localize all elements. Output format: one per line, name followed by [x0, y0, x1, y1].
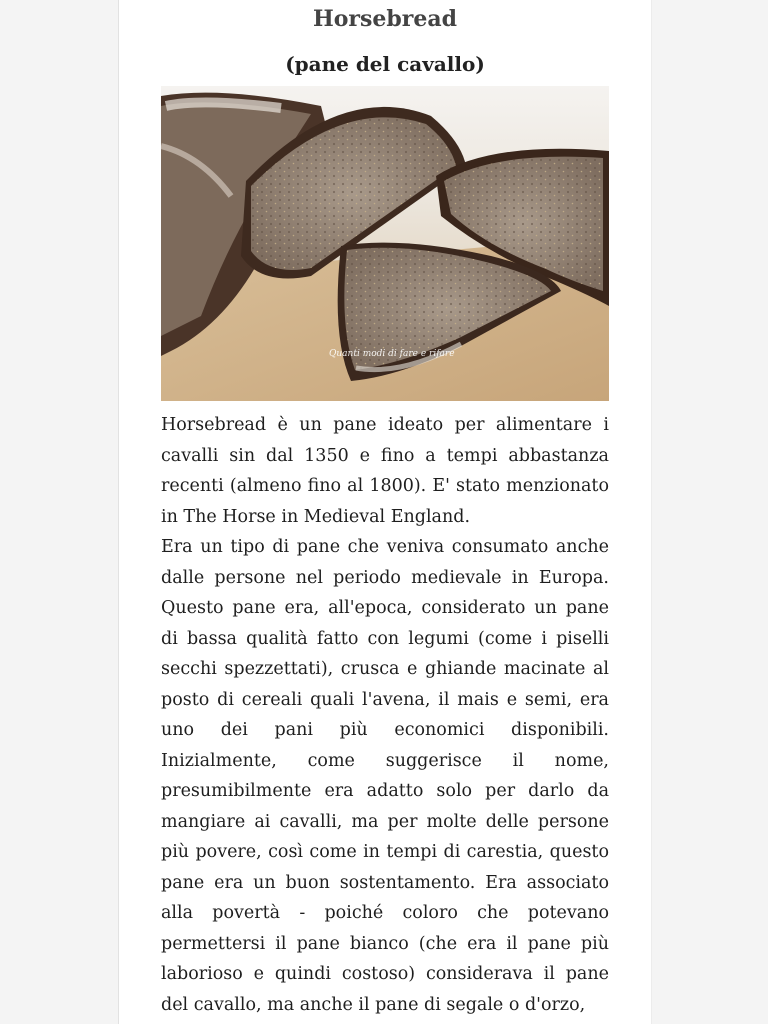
article-paragraph-2: Era un tipo di pane che veniva consumato anche dalle persone nel periodo medievale in Europa. Questo pane era, all'epoca, considerato un pane di bassa qualità fatto con legumi (come i piselli secchi spezzettati), crusca e ghiande macinate al posto di cereali quali l'avena, il mais e semi, era uno dei pani più economici disponibili. Inizialmente, come suggerisce il nome, presumibilmente era adatto solo per darlo da mangiare ai cavalli, ma per molte delle persone più povere, così come in tempi di carestia, questo pane era un buon sostentamento. Era associato alla povertà - poiché coloro che potevano permettersi il pane bianco (che era il pane più laborioso e quindi costoso) considerava il pane del cavallo, ma anche il pane di segale o d'orzo, [161, 537, 609, 1015]
article-body [161, 410, 609, 1020]
article-subtitle: (pane del cavallo) [285, 52, 485, 76]
image-watermark: Quanti modi di fare e rifare [329, 349, 455, 359]
article-paragraph-1: Horsebread è un pane ideato per alimentare i cavalli sin dal 1350 e fino a tempi abbastanza recenti (almeno fino al 1800). E' stato menzionato in The Horse in Medieval England. [161, 415, 609, 527]
article-page [118, 0, 652, 1024]
article-title: Horsebread [312, 6, 458, 32]
bread-photo [161, 86, 609, 401]
